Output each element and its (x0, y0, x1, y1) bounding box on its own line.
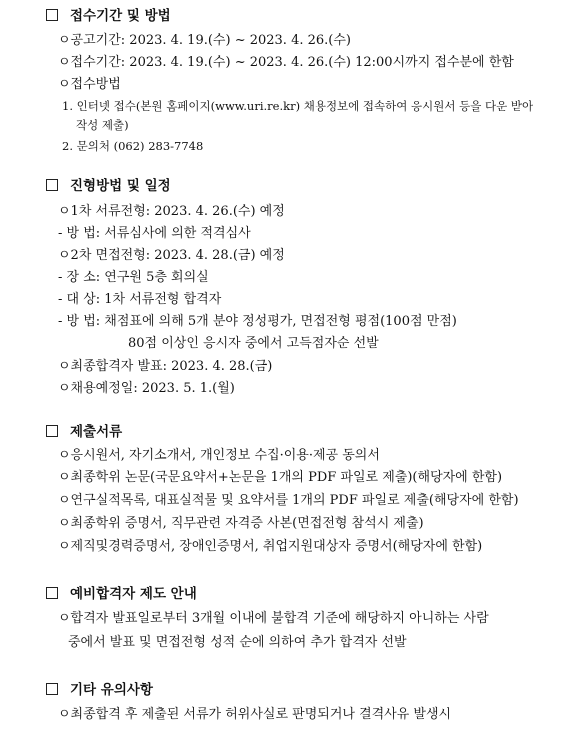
section-heading (46, 8, 171, 24)
body-line: - 방 법: 채점표에 의해 5개 분야 정성평가, 면접전형 평점(100점 만점) (58, 314, 457, 329)
body-line: ㅇ채용예정일: 2023. 5. 1.(월) (58, 381, 235, 396)
body-line: ㅇ최종학위 논문(국문요약서+논문을 1개의 PDF 파일로 제출)(해당자에 한함) (58, 470, 503, 485)
section-heading (46, 178, 171, 194)
checkbox-square-icon (46, 9, 58, 21)
checkbox-square-icon (46, 587, 58, 599)
body-line: ㅇ최종합격자 발표: 2023. 4. 28.(금) (58, 359, 273, 374)
section-heading (46, 424, 122, 440)
body-line: 중에서 발표 및 면접전형 성적 순에 의하여 추가 합격자 선발 (68, 635, 407, 650)
body-line: ㅇ연구실적목록, 대표실적물 및 요약서를 1개의 PDF 파일로 제출(해당자에 한함) (58, 493, 519, 508)
checkbox-square-icon (46, 425, 58, 437)
body-line: - 대 상: 1차 서류전형 합격자 (58, 292, 222, 307)
body-line: ㅇ접수기간: 2023. 4. 19.(수) ~ 2023. 4. 26.(수) 12:00시까지 접수분에 한함 (58, 55, 514, 70)
checkbox-square-icon (46, 179, 58, 191)
body-line: ㅇ공고기간: 2023. 4. 19.(수) ~ 2023. 4. 26.(수) (58, 33, 351, 48)
body-line: 작성 제출) (76, 118, 129, 132)
body-line: 1. 인터넷 접수(본원 홈페이지(www.uri.re.kr) 채용정보에 접속하여 응시원서 등을 다운 받아 (62, 99, 534, 113)
section-title: 접수기간 및 방법 (70, 8, 171, 24)
section-heading (46, 682, 153, 698)
body-line: ㅇ합격자 발표일로부터 3개월 이내에 불합격 기준에 해당하지 아니하는 사람 (58, 611, 489, 626)
checkbox-square-icon (46, 683, 58, 695)
body-line: ㅇ2차 면접전형: 2023. 4. 28.(금) 예정 (58, 248, 285, 263)
section-title: 제출서류 (70, 424, 123, 440)
body-line: ㅇ최종학위 증명서, 직무관련 자격증 사본(면접전형 참석시 제출) (58, 516, 424, 531)
body-line: ㅇ1차 서류전형: 2023. 4. 26.(수) 예정 (58, 204, 285, 219)
body-line: 2. 문의처 (062) 283-7748 (62, 139, 204, 153)
section-heading (46, 586, 197, 602)
body-line: ㅇ접수방법 (58, 77, 121, 92)
body-line: ㅇ제직및경력증명서, 장애인증명서, 취업지원대상자 증명서(해당자에 한함) (58, 539, 483, 554)
section-title: 진형방법 및 일정 (70, 178, 171, 194)
section-title: 예비합격자 제도 안내 (70, 586, 197, 602)
section-title: 기타 유의사항 (70, 682, 153, 698)
body-line: - 방 법: 서류심사에 의한 적격심사 (58, 226, 251, 241)
body-line: ㅇ최종합격 후 제출된 서류가 허위사실로 판명되거나 결격사유 발생시 (58, 707, 452, 722)
body-line: 80점 이상인 응시자 중에서 고득점자순 선발 (128, 336, 379, 351)
body-line: - 장 소: 연구원 5층 회의실 (58, 270, 209, 285)
body-line: ㅇ응시원서, 자기소개서, 개인정보 수집·이용·제공 동의서 (58, 448, 380, 463)
